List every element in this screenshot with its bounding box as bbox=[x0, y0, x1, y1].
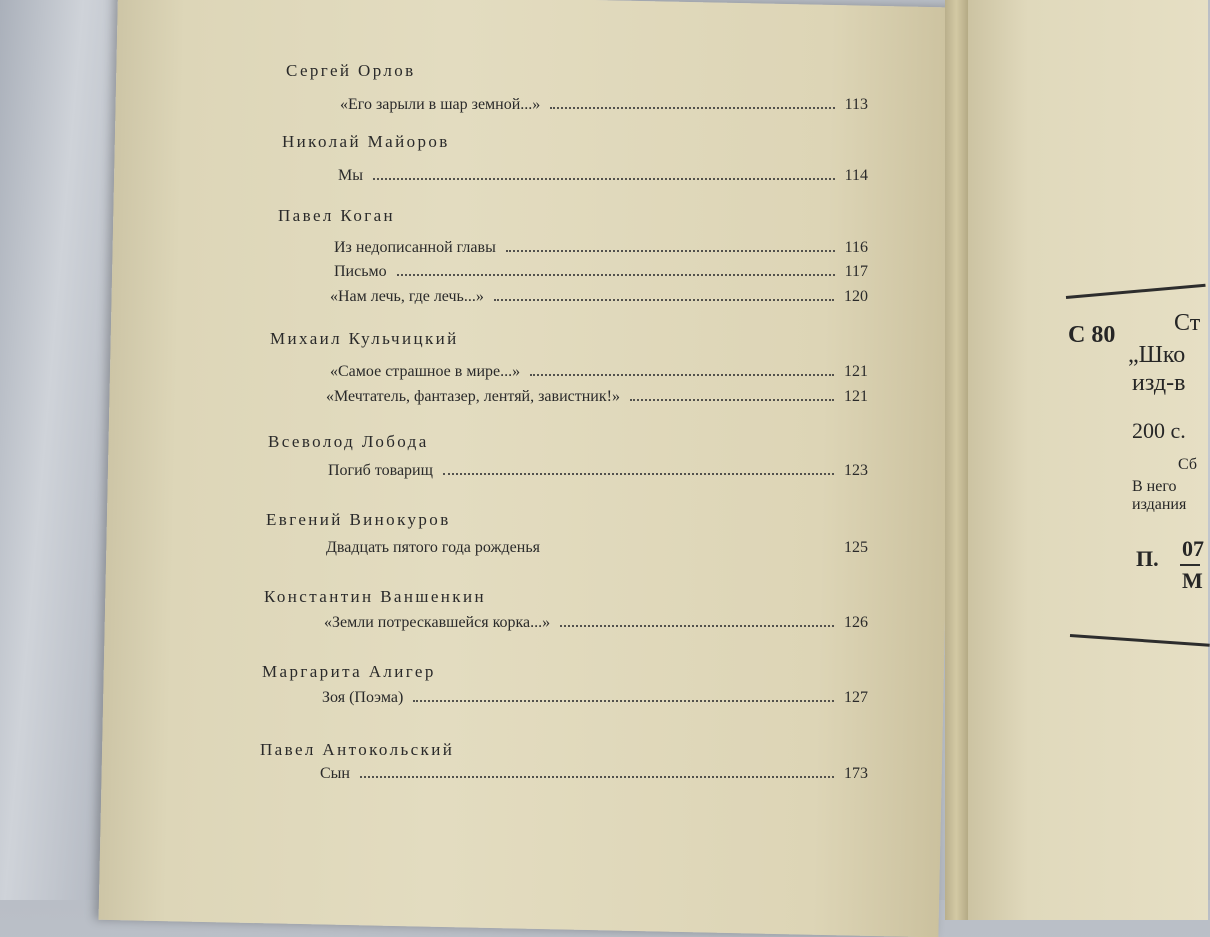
fraction-bar bbox=[1180, 564, 1200, 566]
toc-entry-title: «Мечтатель, фантазер, лентяй, завистник!» bbox=[326, 388, 620, 405]
toc-entry bbox=[324, 614, 868, 632]
toc-entry-page: 120 bbox=[844, 288, 868, 305]
toc-author: Маргарита Алигер bbox=[262, 662, 436, 681]
toc-entry bbox=[338, 167, 868, 185]
toc-entry-title: Зоя (Поэма) bbox=[322, 689, 404, 706]
toc-entry-title: Погиб товарищ bbox=[328, 462, 433, 479]
toc-entry-page: 121 bbox=[844, 388, 868, 405]
toc-entry-title: Мы bbox=[338, 167, 363, 184]
toc-entry-page: 123 bbox=[844, 462, 868, 479]
toc-entry bbox=[334, 239, 868, 257]
card-text-fragment: 07 bbox=[1182, 536, 1204, 561]
toc-entry-page: 114 bbox=[844, 167, 868, 184]
toc-entry bbox=[326, 539, 868, 557]
toc-entry-title: Двадцать пятого года рожденья bbox=[326, 539, 540, 556]
toc-entry bbox=[330, 288, 868, 306]
toc-entry bbox=[320, 765, 868, 783]
card-text-fragment: „Шко bbox=[1128, 342, 1186, 368]
leader-dots bbox=[443, 472, 834, 475]
card-text-fragment: изд-в bbox=[1132, 370, 1186, 396]
toc-author: Николай Майоров bbox=[282, 132, 450, 151]
toc-author: Сергей Орлов bbox=[286, 61, 416, 80]
toc-author: Михаил Кульчицкий bbox=[270, 329, 459, 348]
toc-entry-page: 125 bbox=[844, 539, 868, 556]
leader-dots bbox=[413, 699, 834, 702]
leader-dots bbox=[630, 398, 834, 401]
toc-entry-title: Письмо bbox=[334, 263, 387, 280]
toc-author: Павел Коган bbox=[278, 206, 396, 225]
catalog-code: С 80 bbox=[1068, 322, 1116, 348]
leader-dots bbox=[506, 249, 835, 252]
toc-entry bbox=[340, 96, 868, 114]
leader-dots bbox=[550, 106, 834, 109]
toc-entry-title: Сын bbox=[320, 765, 350, 782]
toc-entry bbox=[330, 363, 868, 381]
toc-entry-page: 121 bbox=[844, 363, 868, 380]
toc-entry-title: Из недописанной главы bbox=[334, 239, 496, 256]
leader-dots bbox=[397, 273, 835, 276]
toc-author: Всеволод Лобода bbox=[268, 432, 429, 451]
toc-entry bbox=[322, 689, 868, 707]
card-text-fragment: Ст bbox=[1174, 310, 1201, 336]
toc-entry bbox=[334, 263, 868, 281]
leader-dots bbox=[494, 298, 834, 301]
card-text-fragment: Сб bbox=[1178, 456, 1198, 473]
toc-entry bbox=[326, 388, 868, 406]
toc-entry-page: 173 bbox=[844, 765, 868, 782]
leader-dots bbox=[360, 775, 834, 778]
toc-entry-page: 116 bbox=[844, 239, 868, 256]
leader-dots bbox=[530, 373, 834, 376]
leader-dots bbox=[550, 549, 834, 552]
leader-dots bbox=[560, 624, 834, 627]
toc-entry-title: «Самое страшное в мире...» bbox=[330, 363, 521, 380]
toc-entry-title: «Его зарыли в шар земной...» bbox=[340, 96, 541, 113]
toc-author: Евгений Винокуров bbox=[266, 510, 451, 529]
card-text-fragment: 200 с. bbox=[1132, 418, 1186, 443]
toc-entry-page: 117 bbox=[844, 263, 868, 280]
leader-dots bbox=[373, 177, 835, 180]
toc-entry-title: «Нам лечь, где лечь...» bbox=[330, 288, 484, 305]
toc-entry-title: «Земли потрескавшейся корка...» bbox=[324, 614, 551, 631]
card-text-fragment: В него bbox=[1132, 478, 1177, 495]
toc-author: Павел Антокольский bbox=[260, 740, 455, 759]
toc-entry-page: 127 bbox=[844, 689, 868, 706]
toc-entry-page: 126 bbox=[844, 614, 868, 631]
toc-entry bbox=[328, 462, 868, 480]
card-text-fragment: М bbox=[1182, 568, 1203, 593]
toc-entry-page: 113 bbox=[844, 96, 868, 113]
toc-author: Константин Ваншенкин bbox=[264, 587, 486, 606]
card-text-fragment: издания bbox=[1132, 496, 1187, 513]
card-text-fragment: П. bbox=[1136, 546, 1159, 571]
